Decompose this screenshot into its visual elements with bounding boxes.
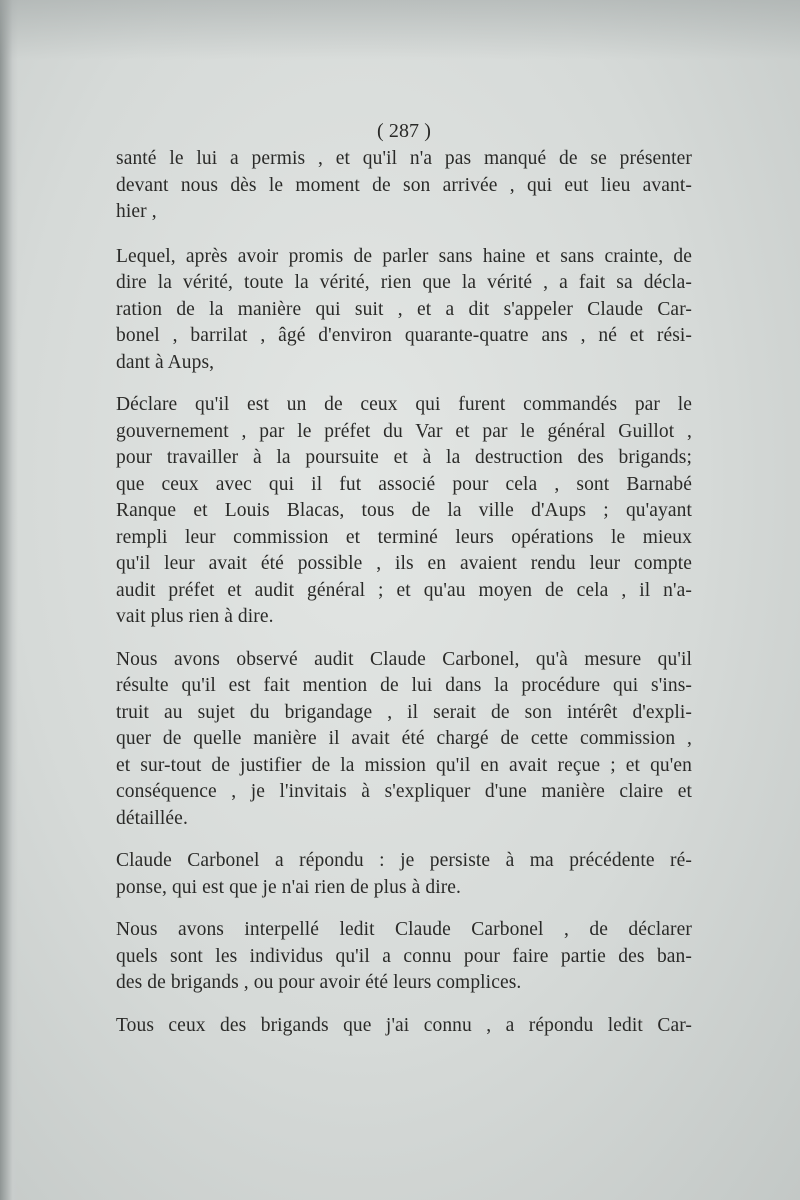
text-line: hier ,: [116, 201, 157, 222]
text-line: pour travailler à la poursuite et à la destruction des brigands;: [116, 447, 692, 468]
text-line: rempli leur commission et terminé leurs opérations le mieux: [116, 526, 692, 548]
text-line: dire la vérité, toute la vérité, rien que la vérité , a fait sa décla-: [116, 272, 692, 293]
paragraph-2: [116, 244, 692, 377]
text-line: et sur-tout de justifier de la mission qu'il en avait reçue ; et qu'en: [116, 754, 692, 776]
page-number: ( 287 ): [376, 120, 432, 142]
page-text: [116, 118, 692, 1055]
text-line: conséquence , je l'invitais à s'expliquer d'une manière claire et: [116, 781, 692, 802]
text-line: ponse, qui est que je n'ai rien de plus à dire.: [116, 876, 462, 898]
text-line: devant nous dès le moment de son arrivée , qui eut lieu avant-: [116, 174, 692, 196]
text-line: détaillée.: [116, 807, 188, 829]
text-line: Lequel, après avoir promis de parler sans haine et sans crainte, de: [116, 245, 692, 267]
binding-shadow: [0, 0, 18, 1200]
paragraph-5: [116, 848, 692, 901]
text-line: des de brigands , ou pour avoir été leurs complices.: [116, 972, 522, 993]
text-line: bonel , barrilat , âgé d'environ quarante-quatre ans , né et rési-: [116, 325, 692, 346]
top-edge-shadow: [0, 0, 800, 60]
text-line: dant à Aups,: [116, 351, 215, 373]
text-line: santé le lui a permis , et qu'il n'a pas manqué de se présenter: [116, 148, 692, 169]
text-line: vait plus rien à dire.: [116, 606, 274, 627]
text-line: Déclare qu'il est un de ceux qui furent commandés par le: [116, 394, 692, 415]
text-line: ration de la manière qui suit , et a dit s'appeler Claude Car-: [116, 298, 692, 320]
text-line: quels sont les individus qu'il a connu pour faire partie des ban-: [116, 945, 692, 967]
text-line: que ceux avec qui il fut associé pour cela , sont Barnabé: [116, 473, 692, 495]
text-line: Nous avons interpellé ledit Claude Carbonel , de déclarer: [116, 919, 692, 940]
text-line: audit préfet et audit général ; et qu'au moyen de cela , il n'a-: [116, 579, 692, 601]
text-line: qu'il leur avait été possible , ils en avaient rendu leur compte: [116, 553, 692, 574]
text-line: quer de quelle manière il avait été chargé de cette commission ,: [116, 728, 692, 749]
text-line: Ranque et Louis Blacas, tous de la ville d'Aups ; qu'ayant: [116, 500, 692, 521]
text-line: Nous avons observé audit Claude Carbonel, qu'à mesure qu'il: [116, 648, 692, 670]
paragraph-3: [116, 392, 692, 631]
text-line: gouvernement , par le préfet du Var et par le général Guillot ,: [116, 420, 692, 442]
paragraph-4: [116, 647, 692, 833]
paragraph-1: [116, 146, 692, 226]
paragraph-7: [116, 1013, 692, 1040]
text-line: Tous ceux des brigands que j'ai connu , a répondu ledit Car-: [116, 1014, 692, 1036]
text-line: truit au sujet du brigandage , il serait de son intérêt d'expli-: [116, 701, 692, 723]
text-line: résulte qu'il est fait mention de lui dans la procédure qui s'ins-: [116, 675, 692, 696]
paragraph-6: [116, 917, 692, 997]
text-line: Claude Carbonel a répondu : je persiste à ma précédente ré-: [116, 850, 692, 871]
